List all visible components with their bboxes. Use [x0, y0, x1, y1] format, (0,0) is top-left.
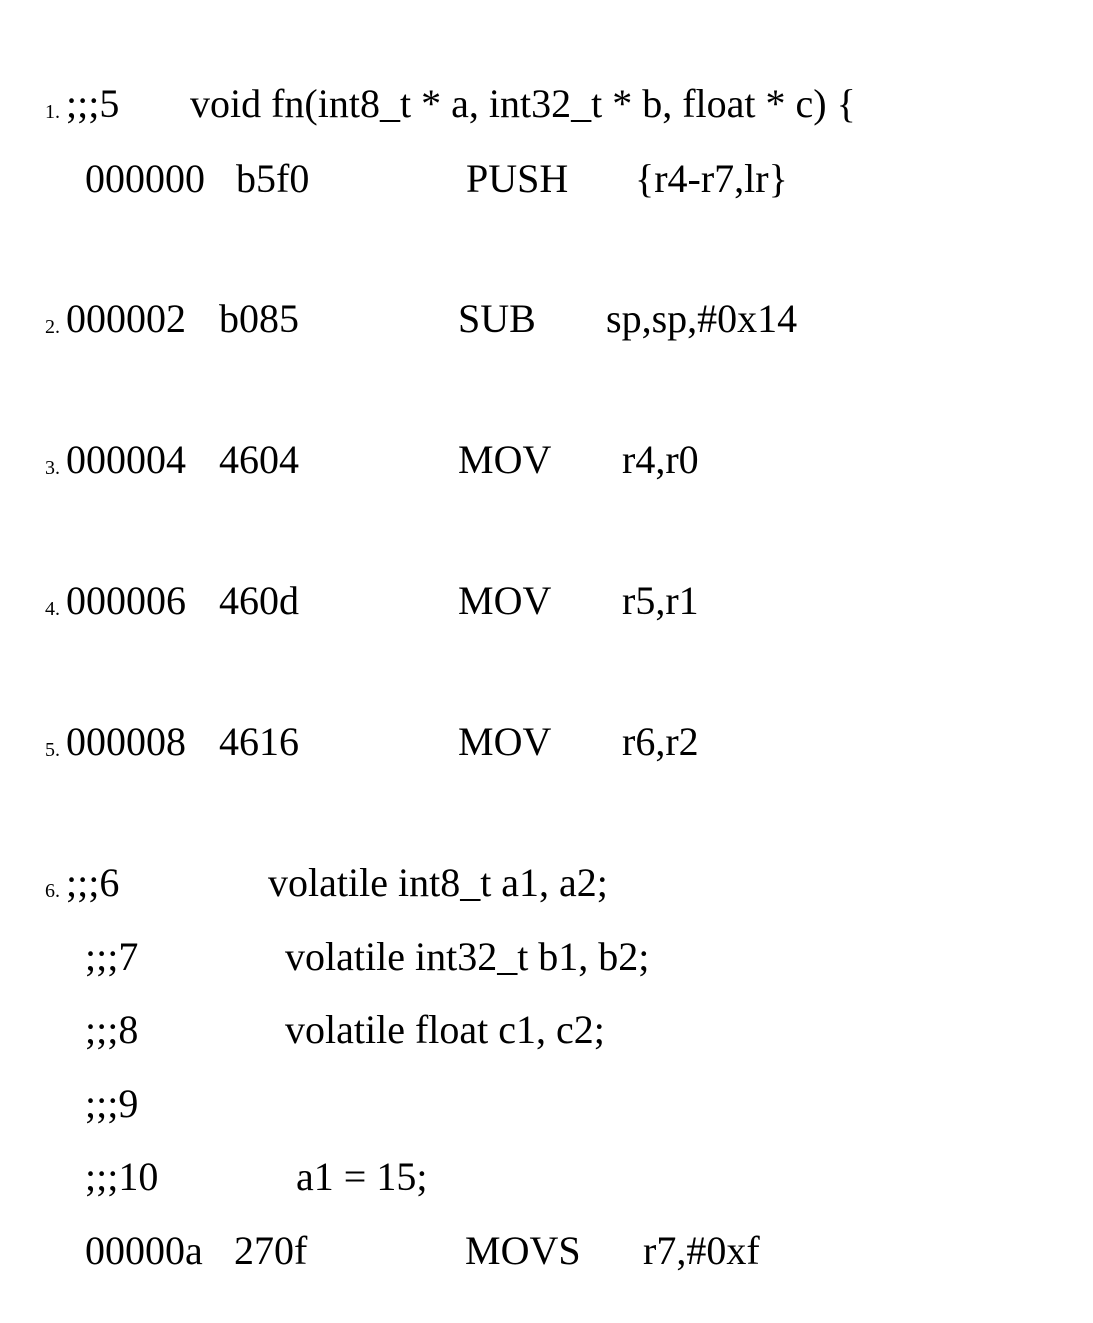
source-line-label: ;;;9 — [85, 1081, 139, 1126]
opcode: 4616 — [219, 719, 299, 764]
operands: {r4-r7,lr} — [635, 156, 788, 201]
source-line-label: ;;;7 — [85, 934, 139, 979]
listing-line-7 — [0, 934, 1093, 997]
listing-line-9 — [0, 1081, 1093, 1144]
list-number: 2. — [45, 316, 60, 338]
listing-line-1b — [0, 156, 1093, 219]
operands: r6,r2 — [622, 719, 699, 764]
listing-line-5 — [0, 719, 1093, 782]
source-line-label: ;;;8 — [85, 1007, 139, 1052]
mnemonic: MOV — [458, 719, 552, 764]
listing-line-4 — [0, 578, 1093, 641]
listing-line-8 — [0, 1007, 1093, 1070]
operands: sp,sp,#0x14 — [606, 296, 798, 341]
opcode: 270f — [234, 1228, 308, 1273]
source-code: a1 = 15; — [296, 1154, 428, 1199]
list-number: 6. — [45, 880, 60, 902]
address: 000000 — [85, 156, 205, 201]
listing-line-10 — [0, 1154, 1093, 1217]
source-code: volatile int8_t a1, a2; — [268, 860, 608, 905]
operands: r7,#0xf — [643, 1228, 760, 1273]
operands: r4,r0 — [622, 437, 699, 482]
opcode: b5f0 — [236, 156, 310, 201]
address: 000006 — [66, 578, 186, 623]
mnemonic: MOV — [458, 578, 552, 623]
source-line-label: ;;;10 — [85, 1154, 159, 1199]
address: 000004 — [66, 437, 186, 482]
list-number: 3. — [45, 457, 60, 479]
address: 000002 — [66, 296, 186, 341]
operands: r5,r1 — [622, 578, 699, 623]
source-line-label: ;;;6 — [66, 860, 120, 905]
listing-line-6 — [0, 860, 1093, 923]
list-number: 5. — [45, 739, 60, 761]
mnemonic: PUSH — [466, 156, 569, 201]
list-number: 4. — [45, 598, 60, 620]
mnemonic: SUB — [458, 296, 536, 341]
listing-line-3 — [0, 437, 1093, 500]
list-number: 1. — [45, 101, 60, 123]
source-line-label: ;;;5 — [66, 81, 120, 126]
listing-line-11 — [0, 1228, 1093, 1291]
listing-line-2 — [0, 296, 1093, 359]
listing-line-1 — [0, 81, 1093, 144]
opcode: 4604 — [219, 437, 299, 482]
address: 00000a — [85, 1228, 203, 1273]
opcode: 460d — [219, 578, 299, 623]
source-code: void fn(int8_t * a, int32_t * b, float * c) { — [190, 81, 856, 126]
address: 000008 — [66, 719, 186, 764]
source-code: volatile float c1, c2; — [285, 1007, 605, 1052]
source-code: volatile int32_t b1, b2; — [285, 934, 650, 979]
mnemonic: MOV — [458, 437, 552, 482]
opcode: b085 — [219, 296, 299, 341]
mnemonic: MOVS — [465, 1228, 581, 1273]
